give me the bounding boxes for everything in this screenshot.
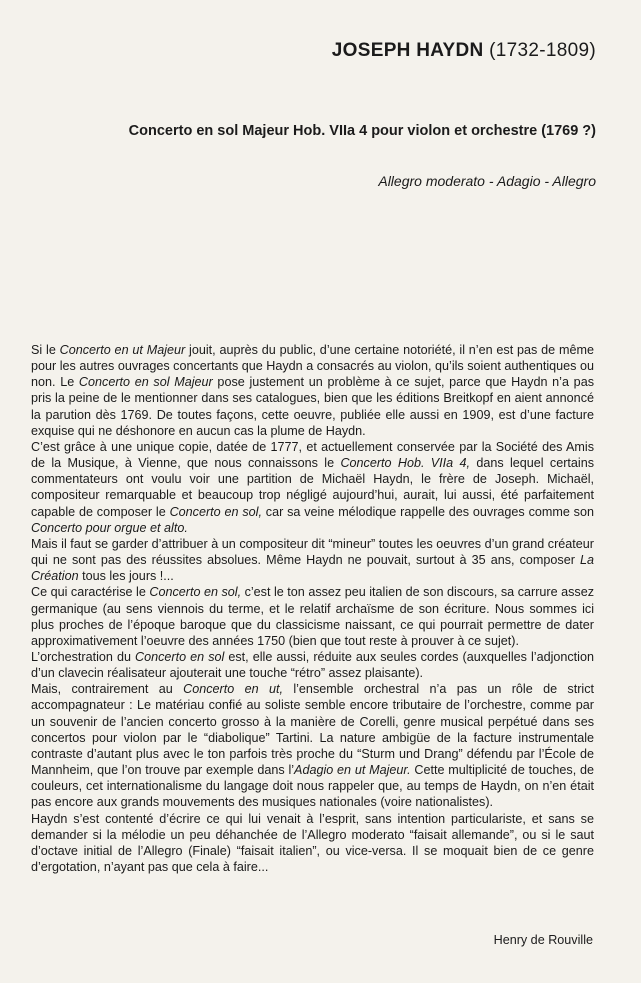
text-run: pose justement un problème à ce sujet, parce que Haydn n’a pas pris la peine de le mentionner dans ses catalogues, bien que les éditions Breitkopf en aient annoncé la parution dès 1769. De toutes façons, cette oeuvre, publiée elle aussi en 1909, est d’une facture exquise qui ne déshonore en aucun cas la plume de Haydn. [31, 375, 594, 438]
composer-heading [332, 40, 596, 62]
text-run: L’orchestration du [31, 649, 136, 664]
body-text [31, 342, 594, 875]
paragraph [31, 536, 594, 584]
text-run: Cette multiplicité de touches, de couleurs, cet internationalisme du langage doit nous rappeler que, au temps de Haydn, on n’en était pas encore aux grands mouvements des musiques nationales (voire nationalistes). [31, 763, 595, 810]
text-run: Si le [31, 343, 60, 357]
composer-name: JOSEPH HAYDN [331, 40, 484, 61]
italic-title: Concerto Hob. VIIa 4, [340, 456, 471, 471]
italic-title: Concerto en sol, [149, 585, 242, 600]
movements-list: Allegro moderato - Adagio - Allegro [378, 173, 596, 189]
italic-title: Concerto en ut, [183, 682, 283, 697]
italic-title: Concerto pour orgue et alto. [31, 520, 188, 535]
text-run: tous les jours !... [78, 569, 174, 584]
composer-dates: (1732-1809) [489, 40, 596, 61]
text-run: Mais, contrairement au [31, 682, 184, 697]
text-run: l’ensemble orchestral n’a pas un rôle de strict accompagnateur : Le matériau confié au soliste semble encore tributaire de l’orchestre, comme par un souvenir de l’ancien concerto grosso à la manière de Corelli, genre musical perpétué dans ses concertos pour violon par le “diabolique” Tartini. La nature ambigüe de la facture instrumentale contraste d’autant plus avec le ton parfois très proche du “Sturm und Drang” défendu par l’École de Mannheim, que l’on trouve par exemple dans l’ [31, 682, 595, 778]
paragraph [31, 584, 594, 649]
paragraph [31, 811, 594, 876]
work-title: Concerto en sol Majeur Hob. VIIa 4 pour violon et orchestre (1769 ?) [128, 123, 596, 139]
paragraph [31, 439, 594, 536]
italic-title: La Création [31, 553, 594, 584]
paragraph [31, 342, 594, 439]
italic-title: Concerto en sol [135, 649, 225, 664]
text-run: dans lequel certains commentateurs ont voulu voir une partition de Michaël Haydn, le frère de Joseph. Michaël, compositeur remarquable et beaucoup trop négligé aujourd’hui, aurait, lui aussi, été parfaitement capable de composer le [31, 456, 594, 519]
text-run: Ce qui caractérise le [31, 585, 150, 600]
italic-title: Adagio en ut Majeur. [294, 763, 411, 778]
text-run: c’est le ton assez peu italien de son discours, sa carrure assez germanique (au sens viennois du terme, et le relatif archaïsme de son écriture. Nous sommes ici plus proches de l’époque baroque que du classicisme naissant, ce qui pourrait permettre de dater approximativement l’oeuvre des années 1750 (bien que tout reste à prouver à ce sujet). [31, 585, 594, 648]
text-run: car sa veine mélodique rappelle des ouvrages comme son [261, 504, 594, 519]
author-signature: Henry de Rouville [493, 933, 593, 947]
italic-title: Concerto en ut Majeur [59, 343, 186, 357]
paragraph [31, 681, 594, 810]
italic-title: Concerto en sol Majeur [78, 375, 213, 390]
paragraph [31, 649, 594, 681]
text-run: C’est grâce à une unique copie, datée de 1777, et actuellement conservée par la Société des Amis de la Musique, à Vienne, que nous connaissons le [31, 439, 594, 471]
text-run: Haydn s’est contenté d’écrire ce qui lui venait à l’esprit, sans intention particulariste, et sans se demander si la mélodie un peu déhanchée de l’Allegro moderato “faisait allemande”, ou si le saut d’octave initial de l’Allegro (Finale) “faisait italien”, ou vice-versa. Il se moquait bien de ce genre d’ergotation, n’ayant pas que cela à faire... [31, 811, 594, 874]
text-run: est, elle aussi, réduite aux seules cordes (auxquelles l’adjonction d’un clavecin réalisateur ajouterait une touche “rétro” assez plaisante). [31, 649, 594, 681]
text-run: Mais il faut se garder d’attribuer à un compositeur dit “mineur” toutes les oeuvres d’un grand créateur qui ne sont pas des réussites absolues. Même Haydn ne pouvait, surtout à 35 ans, composer [31, 536, 594, 568]
italic-title: Concerto en sol, [169, 504, 262, 519]
text-run: jouit, auprès du public, d’une certaine notoriété, il n’en est pas de même pour les autres ouvrages concertants que Haydn a consacrés au violon, qu’ils soient authentiques ou non. Le [31, 343, 594, 390]
